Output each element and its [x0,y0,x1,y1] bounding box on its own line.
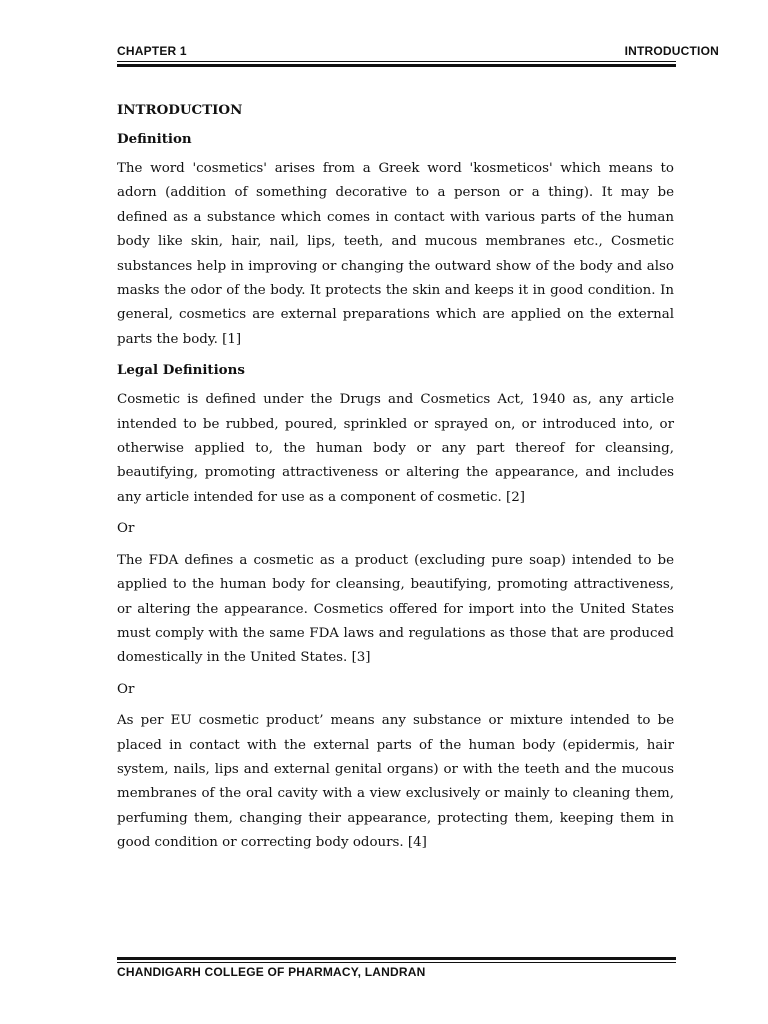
header-rule-thin [117,61,676,62]
header-rule-thick [117,64,676,67]
definition-heading: Definition [117,131,192,147]
page-title: INTRODUCTION [117,102,243,118]
legal-paragraph-eu: As per EU cosmetic product’ means any substance or mixture intended to be placed in contact with the external parts of the human body (epidermis, hair system, nails, lips and external genital organs) or with the teeth and the mucous membranes of the oral cavity with a view exclusively or mainly to cleaning them, perfuming them, changing their appearance, protecting them, keeping them in good condition or correcting body odours. [4] [117,713,674,851]
legal-paragraph-drugs-act: Cosmetic is defined under the Drugs and Cosmetics Act, 1940 as, any article intended to be rubbed, poured, sprinkled or sprayed on, or introduced into, or otherwise applied to, the human body or any part thereof for cleansing, beautifying, promoting attractiveness or altering the appearance, and includes any article intended for use as a component of cosmetic. [2] [117,392,674,505]
definition-paragraph: The word 'cosmetics' arises from a Greek word 'kosmeticos' which means to adorn (addition of something decorative to a person or a thing). It may be defined as a substance which comes in contact with various parts of the human body like skin, hair, nail, lips, teeth, and mucous membranes etc., Cosmetic substances help in improving or changing the outward show of the body and also masks the odor of the body. It protects the skin and keeps it in good condition. In general, cosmetics are external preparations which are applied on the external parts the body. [1] [117,161,674,347]
header-section: INTRODUCTION [624,44,719,58]
or-separator: Or [117,521,135,537]
page-footer: CHANDIGARH COLLEGE OF PHARMACY, LANDRAN [117,965,426,979]
legal-paragraph-fda: The FDA defines a cosmetic as a product (excluding pure soap) intended to be applied to the human body for cleansing, beautifying, promoting attractiveness, or altering the appearance. Cosmetics offered for import into the United States must comply with the same FDA laws and regulations as those that are produced domestically in the United States. [3] [117,552,674,666]
footer-rule-thick [117,957,676,960]
header-chapter: CHAPTER 1 [117,44,187,58]
legal-definitions-heading: Legal Definitions [117,362,245,379]
or-separator: Or [117,681,135,697]
page-header [117,44,719,60]
footer-rule-thin [117,962,676,963]
page-content [117,99,674,863]
